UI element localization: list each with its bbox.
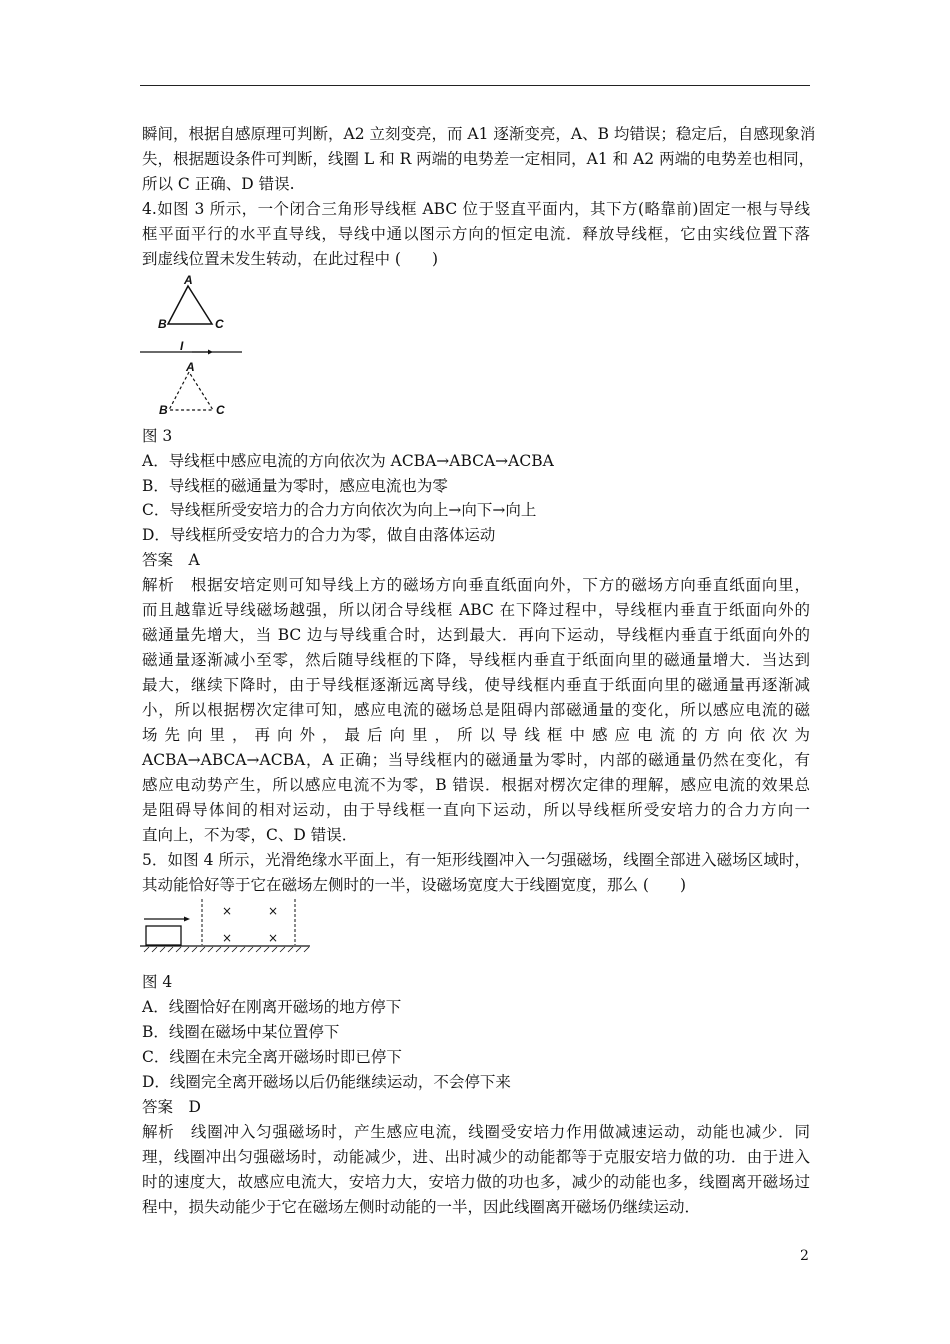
answer-5: 答案 D <box>142 1098 201 1116</box>
explanation-line: 理，线圈冲出匀强磁场时，动能减少，进、出时减少的动能都等于克服安培力做的功．由于进入 <box>142 1148 810 1166</box>
explanation-line: 解析 线圈冲入匀强磁场时，产生感应电流，线圈受安培力作用做减速运动，动能也减少．同 <box>142 1123 810 1141</box>
arrowhead-icon <box>208 350 213 355</box>
text-line: 瞬间，根据自感原理可判断，A2 立刻变亮，而 A1 逐渐变亮，A、B 均错误；稳定后，自感现象消 <box>142 125 816 143</box>
page-number: 2 <box>800 1248 809 1264</box>
explanation-line: ACBA→ABCA→ACBA，A 正确；当导线框内的磁通量为零时，内部的磁通量仍然在变化，有 <box>142 751 810 769</box>
header-rule <box>140 85 810 86</box>
field-mark: × <box>268 904 279 918</box>
option-5b: B．线圈在磁场中某位置停下 <box>142 1023 340 1041</box>
figure-4-caption: 图 4 <box>142 973 173 991</box>
field-mark: × <box>268 931 279 945</box>
option-4b: B．导线框的磁通量为零时，感应电流也为零 <box>142 477 448 495</box>
label-b: B <box>159 403 168 417</box>
solid-triangle <box>168 286 212 324</box>
explanation-line: 感应电动势产生，所以感应电流不为零，B 错误．根据对楞次定律的理解，感应电流的效果总 <box>142 776 810 794</box>
explanation-line: 最大，继续下降时，由于导线框逐渐远离导线，使导线框内垂直于纸面向里的磁通量再逐渐减 <box>142 676 810 694</box>
text-line: 框平面平行的水平直导线，导线中通以图示方向的恒定电流．释放导线框，它由实线位置下落 <box>142 225 810 243</box>
explanation-line: 是阻碍导体间的相对运动，由于导线框一直向下运动，所以导线框所受安培力的合力方向一 <box>142 801 810 819</box>
question-5-stem: 5．如图 4 所示，光滑绝缘水平面上，有一矩形线圈冲入一匀强磁场，线圈全部进入磁场区域时， <box>142 851 810 869</box>
option-4c: C．导线框所受安培力的合力方向依次为向上→向下→向上 <box>142 501 537 519</box>
figure-4-diagram <box>140 893 315 965</box>
explanation-line: 小，所以根据楞次定律可知，感应电流的磁场总是阻碍内部磁通量的变化，所以感应电流的磁 <box>142 701 810 719</box>
explanation-line: 场先向里，再向外，最后向里，所以导线框中感应电流的方向依次为 <box>142 726 810 744</box>
text-line: 所以 C 正确、D 错误. <box>142 175 295 193</box>
text-line: 其动能恰好等于它在磁场左侧时的一半，设磁场宽度大于线圈宽度，那么 ( ) <box>142 876 687 894</box>
label-i: I <box>180 339 184 353</box>
explanation-line: 程中，损失动能少于它在磁场左侧时动能的一半，因此线圈离开磁场仍继续运动． <box>142 1198 701 1216</box>
question-4-stem: 4.如图 3 所示，一个闭合三角形导线框 ABC 位于竖直平面内，其下方(略靠前)固定一根与导线 <box>142 200 810 218</box>
arrowhead-icon <box>184 917 190 922</box>
label-c: C <box>216 403 225 417</box>
text-line: 失，根据题设条件可判断，线圈 L 和 R 两端的电势差一定相同，A1 和 A2 两端的电势差也相同， <box>142 150 815 168</box>
option-5d: D．线圈完全离开磁场以后仍能继续运动，不会停下来 <box>142 1073 511 1091</box>
dashed-triangle <box>169 372 213 410</box>
explanation-line: 而且越靠近导线磁场越强，所以闭合导线框 ABC 在下降过程中，导线框内垂直于纸面向外的 <box>142 601 810 619</box>
label-b: B <box>158 317 167 331</box>
field-mark: × <box>222 931 233 945</box>
figure-3-caption: 图 3 <box>142 427 173 445</box>
explanation-line: 时的速度大，故感应电流大，安培力大，安培力做的功也多，减少的动能也多，线圈离开磁场过 <box>142 1173 810 1191</box>
label-a: A <box>186 360 195 374</box>
text-line: 到虚线位置未发生转动，在此过程中 ( ) <box>142 250 439 268</box>
label-a: A <box>184 273 193 287</box>
explanation-line: 直向上，不为零，C、D 错误． <box>142 826 358 844</box>
figure-3-diagram <box>140 270 250 420</box>
field-mark: × <box>222 904 233 918</box>
label-c: C <box>215 317 224 331</box>
option-5a: A．线圈恰好在刚离开磁场的地方停下 <box>142 998 402 1016</box>
option-4a: A．导线框中感应电流的方向依次为 ACBA→ABCA→ACBA <box>142 452 554 470</box>
answer-4: 答案 A <box>142 551 200 569</box>
explanation-line: 磁通量逐渐减小至零，然后随导线框的下降，导线框内垂直于纸面向里的磁通量增大．当达到 <box>142 651 810 669</box>
option-4d: D．导线框所受安培力的合力为零，做自由落体运动 <box>142 526 496 544</box>
explanation-line: 磁通量先增大，当 BC 边与导线重合时，达到最大．再向下运动，导线框内垂直于纸面向外的 <box>142 626 810 644</box>
explanation-line: 解析 根据安培定则可知导线上方的磁场方向垂直纸面向外，下方的磁场方向垂直纸面向里， <box>142 576 810 594</box>
option-5c: C．线圈在未完全离开磁场时即已停下 <box>142 1048 402 1066</box>
ground-hatching <box>144 947 309 952</box>
coil-rectangle <box>146 926 181 945</box>
